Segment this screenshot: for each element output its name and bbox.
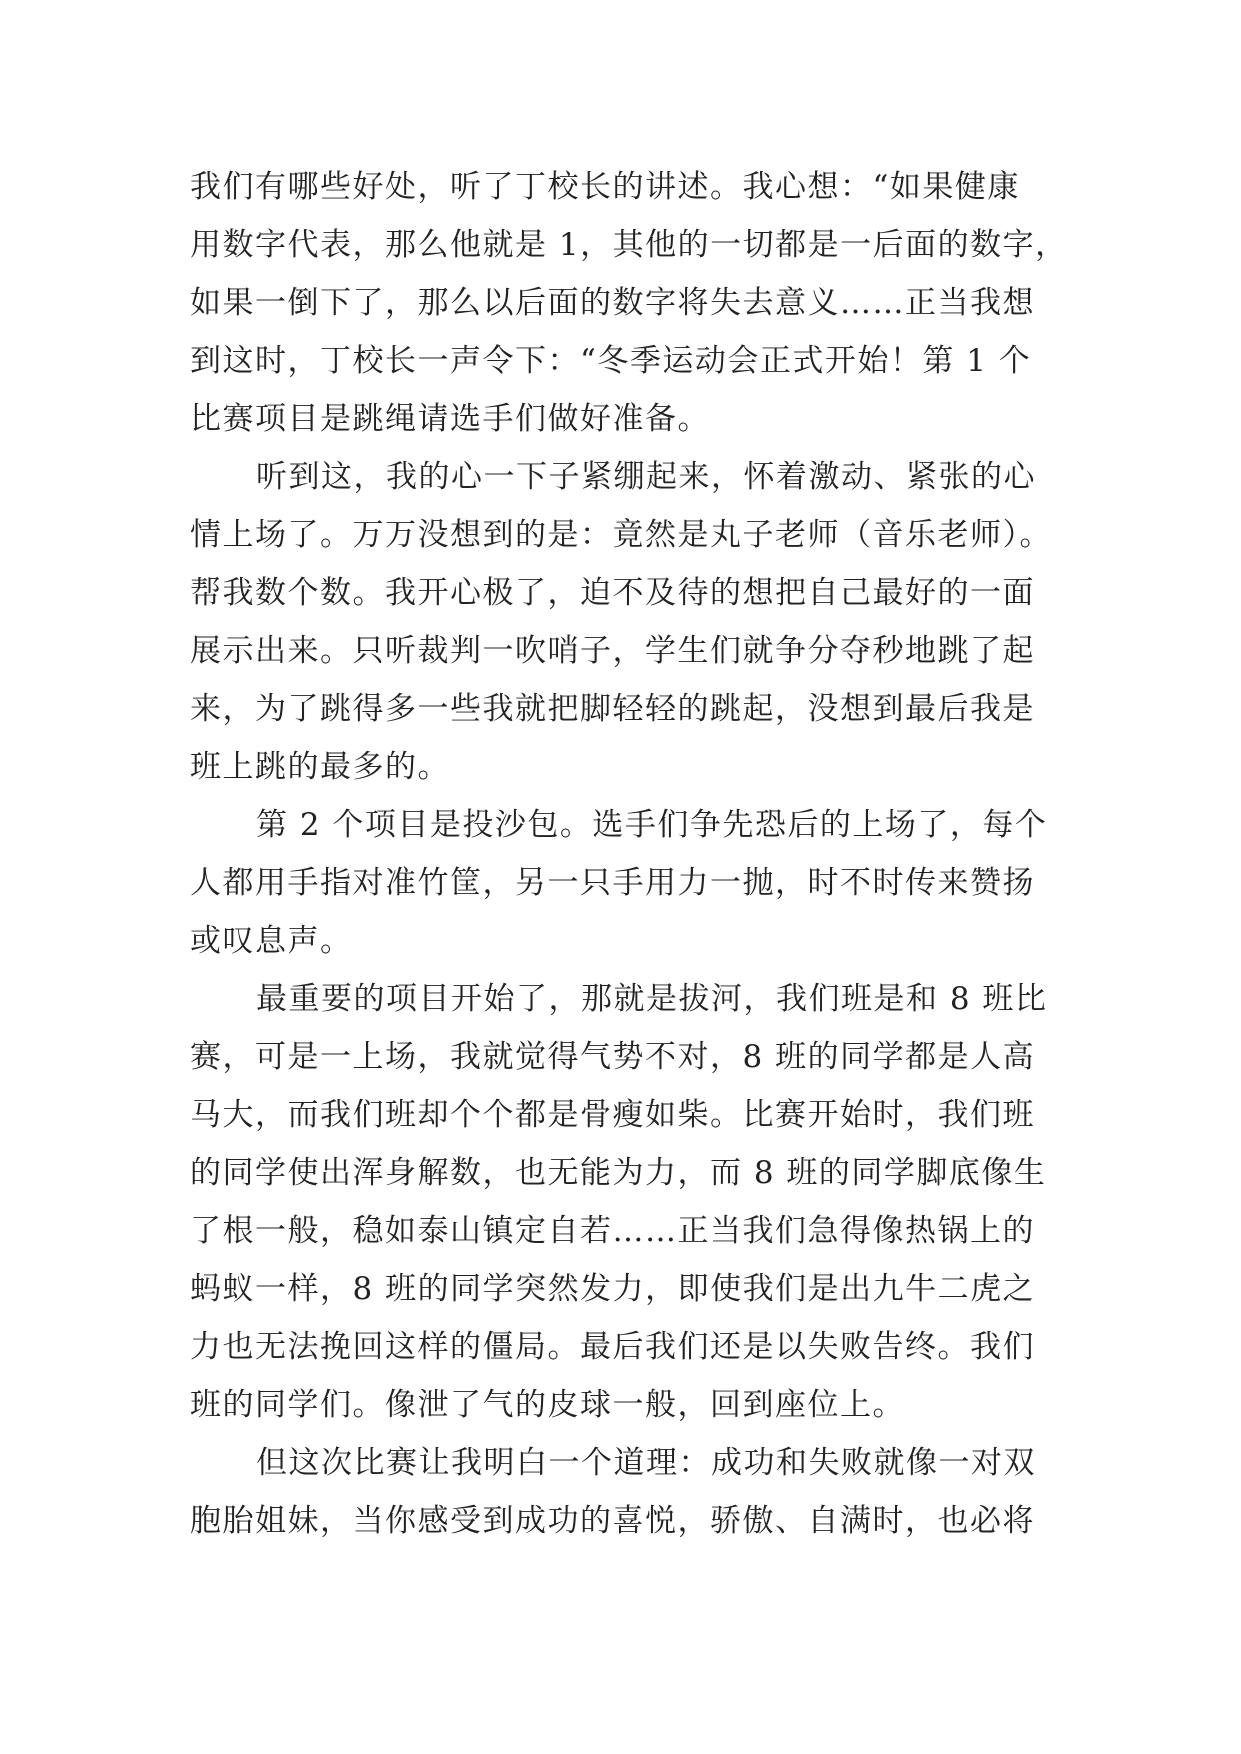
text-line: 情上场了。万万没想到的是：竟然是丸子老师（音乐老师）。 xyxy=(190,517,1052,553)
paragraph-1 xyxy=(190,158,1068,448)
paragraph-2 xyxy=(190,448,1050,796)
document-body xyxy=(190,158,1068,1550)
text-line: 胞胎姐妹，当你感受到成功的喜悦，骄傲、自满时，也必将 xyxy=(190,1503,1035,1539)
paragraph-3 xyxy=(190,796,1050,970)
text-line: 班的同学们。像泄了气的皮球一般，回到座位上。 xyxy=(190,1387,905,1423)
text-line: 人都用手指对准竹筐，另一只手用力一抛，时不时传来赞扬 xyxy=(190,865,1035,901)
text-line: 赛，可是一上场，我就觉得气势不对，8 班的同学都是人高 xyxy=(190,1039,1036,1075)
text-line: 的同学使出浑身解数，也无能为力，而 8 班的同学脚底像生 xyxy=(190,1155,1047,1191)
text-line: 帮我数个数。我开心极了，迫不及待的想把自己最好的一面 xyxy=(190,575,1035,611)
paragraph-5 xyxy=(190,1434,1050,1550)
text-line: 比赛项目是跳绳请选手们做好准备。 xyxy=(190,401,710,437)
text-line: 但这次比赛让我明白一个道理：成功和失败就像一对双 xyxy=(256,1445,1036,1481)
text-line: 来，为了跳得多一些我就把脚轻轻的跳起，没想到最后我是 xyxy=(190,691,1035,727)
text-line: 到这时，丁校长一声令下：“冬季运动会正式开始！第 1 个 xyxy=(190,343,1032,379)
text-line: 马大，而我们班却个个都是骨瘦如柴。比赛开始时，我们班 xyxy=(190,1097,1035,1133)
text-line: 如果一倒下了，那么以后面的数字将失去意义……正当我想 xyxy=(190,285,1035,321)
text-line: 班上跳的最多的。 xyxy=(190,749,450,785)
text-line: 或叹息声。 xyxy=(190,923,353,959)
text-line: 用数字代表，那么他就是 1，其他的一切都是一后面的数字， xyxy=(190,227,1068,263)
text-line: 第 2 个项目是投沙包。选手们争先恐后的上场了，每个 xyxy=(256,807,1048,843)
text-line: 最重要的项目开始了，那就是拔河，我们班是和 8 班比 xyxy=(256,981,1048,1017)
text-line: 展示出来。只听裁判一吹哨子，学生们就争分夺秒地跳了起 xyxy=(190,633,1035,669)
text-line: 我们有哪些好处，听了丁校长的讲述。我心想：“如果健康 xyxy=(190,169,1020,205)
paragraph-4 xyxy=(190,970,1050,1434)
text-line: 了根一般，稳如泰山镇定自若……正当我们急得像热锅上的 xyxy=(190,1213,1035,1249)
text-line: 蚂蚁一样，8 班的同学突然发力，即使我们是出九牛二虎之 xyxy=(190,1271,1036,1307)
text-line: 力也无法挽回这样的僵局。最后我们还是以失败告终。我们 xyxy=(190,1329,1035,1365)
text-line: 听到这，我的心一下子紧绷起来，怀着激动、紧张的心 xyxy=(256,459,1036,495)
